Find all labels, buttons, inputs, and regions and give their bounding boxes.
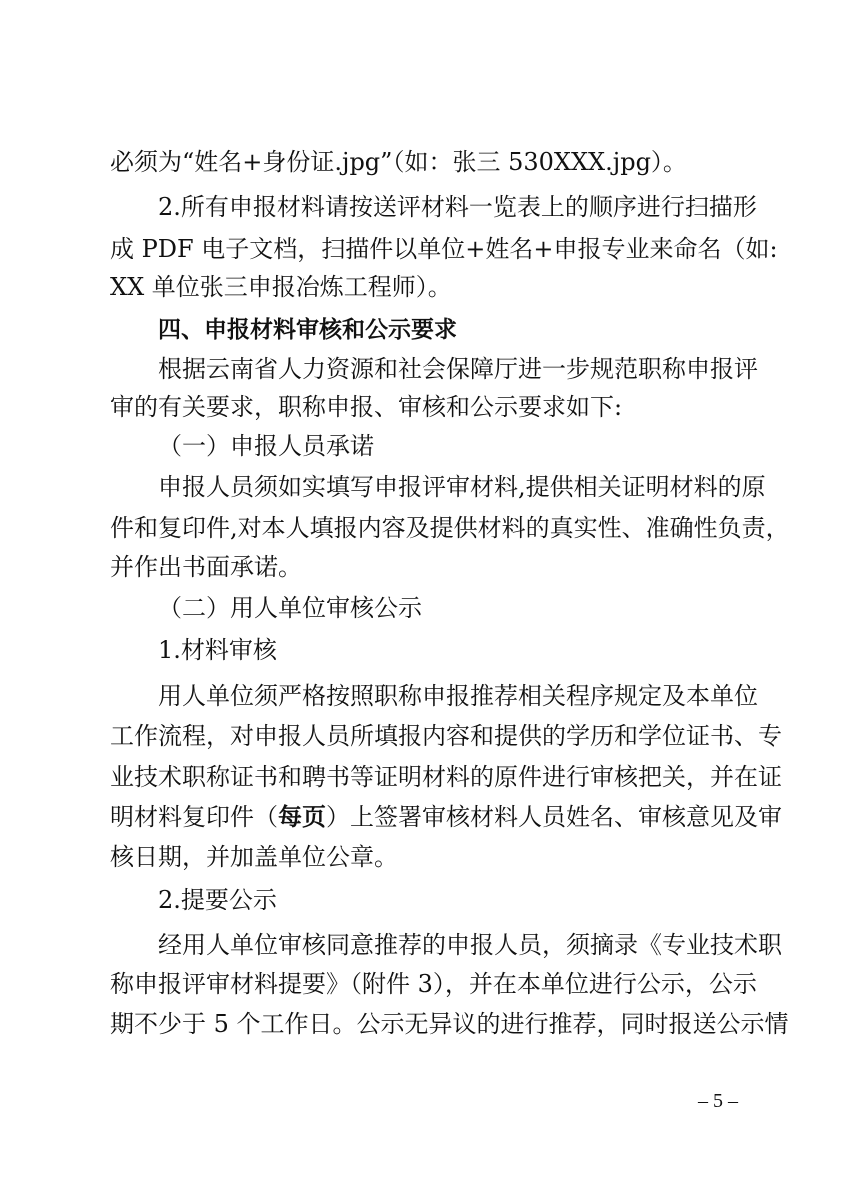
text-line-14: 用人单位须严格按照职称申报推荐相关程序规定及本单位 (158, 682, 758, 710)
text-line-16: 业技术职称证书和聘书等证明材料的原件进行审核把关，并在证 (110, 763, 782, 791)
bold-every-page: 每页 (278, 803, 326, 831)
text-line-20: 经用人单位审核同意推荐的申报人员，须摘录《专业技术职 (158, 931, 782, 959)
item-summary-publicity: 2.提要公示 (158, 886, 277, 914)
text-line-9: 申报人员须如实填写申报评审材料,提供相关证明材料的原 (158, 473, 766, 501)
text-line-1: 必须为“姓名+身份证.jpg”（如：张三 530XXX.jpg）。 (110, 148, 687, 176)
text-line-7: 审的有关要求，职称申报、审核和公示要求如下: (110, 393, 623, 421)
text-line-21: 称申报评审材料提要》（附件 3），并在本单位进行公示，公示 (110, 970, 757, 998)
text-line-17-after: ）上签署审核材料人员姓名、审核意见及审 (326, 803, 782, 831)
page-number: – 5 – (698, 1090, 738, 1112)
text-line-15: 工作流程，对申报人员所填报内容和提供的学历和学位证书、专 (110, 722, 782, 750)
text-line-3: 成 PDF 电子文档，扫描件以单位+姓名+申报专业来命名（如: (110, 235, 778, 263)
text-line-6: 根据云南省人力资源和社会保障厅进一步规范职称申报评 (158, 355, 758, 383)
text-line-2: 2.所有申报材料请按送评材料一览表上的顺序进行扫描形 (158, 193, 757, 221)
item-material-review: 1.材料审核 (158, 636, 277, 664)
text-line-18: 核日期，并加盖单位公章。 (110, 843, 398, 871)
text-line-11: 并作出书面承诺。 (110, 553, 302, 581)
text-line-17-before: 明材料复印件（ (110, 803, 278, 831)
subheading-employer-review: （二）用人单位审核公示 (158, 594, 422, 622)
text-line-22: 期不少于 5 个工作日。公示无异议的进行推荐，同时报送公示情 (110, 1010, 789, 1038)
text-line-17 (0, 797, 848, 837)
text-line-10: 件和复印件,对本人填报内容及提供材料的真实性、准确性负责， (110, 514, 790, 542)
subheading-applicant-commitment: （一）申报人员承诺 (158, 432, 374, 460)
text-line-4: XX 单位张三申报冶炼工程师）。 (110, 273, 452, 301)
section-heading-review-publicity: 四、申报材料审核和公示要求 (158, 317, 457, 343)
